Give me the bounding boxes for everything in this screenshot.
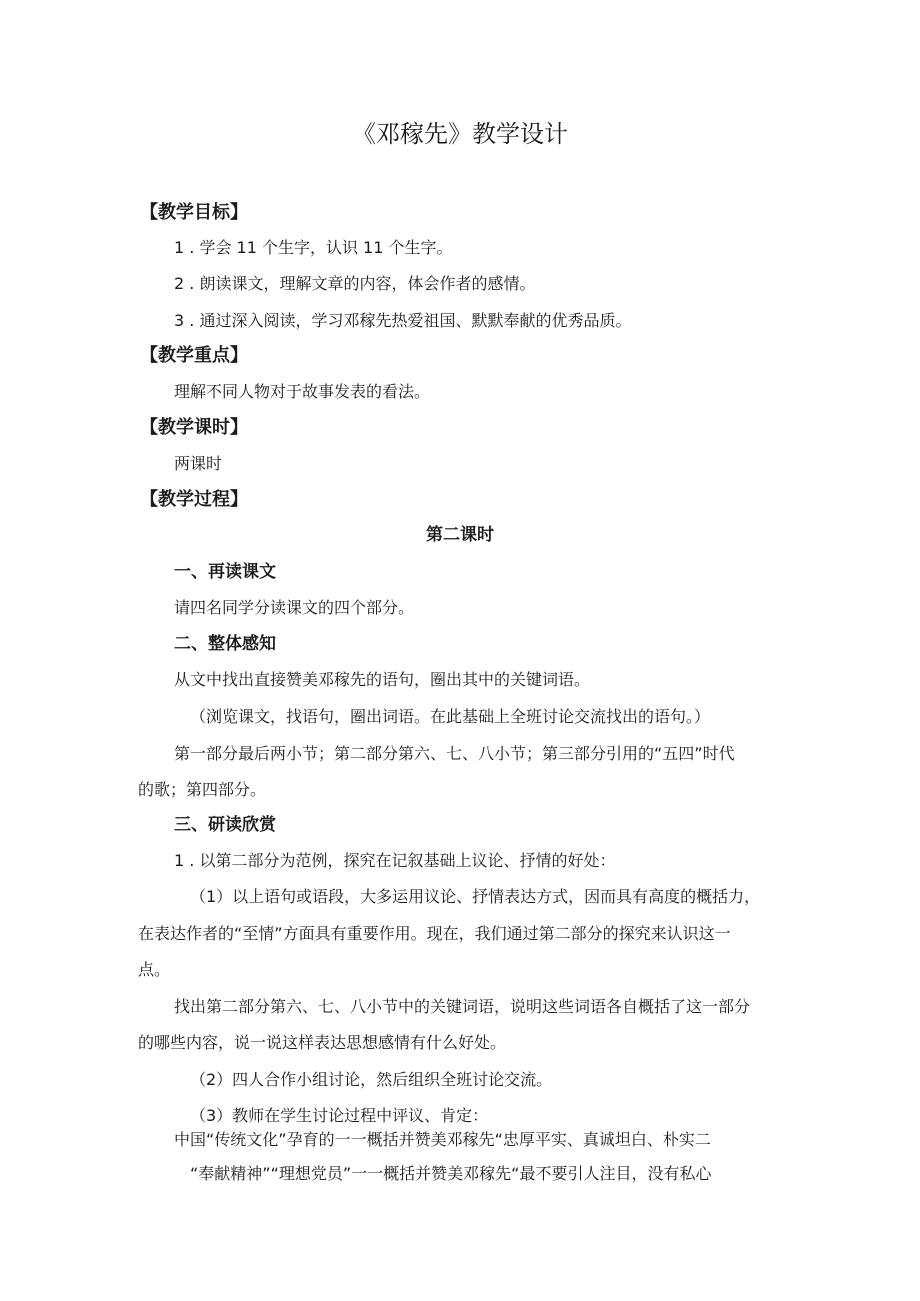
section-2-heading: 二、整体感知: [174, 634, 276, 654]
focus-text: 理解不同人物对于故事发表的看法。: [174, 382, 431, 401]
section-3-line-b: “奉献精神”“理想党员”一一概括并赞美邓稼先“最不要引人注目，没有私心: [190, 1164, 712, 1183]
section-3-heading: 三、研读欣赏: [174, 815, 276, 835]
hours-text: 两课时: [174, 454, 223, 473]
section-1-heading: 一、再读课文: [174, 562, 276, 582]
section-3-line-a: 中国“传统文化”孕育的一一概括并赞美邓稼先“忠厚平实、真诚坦白、朴实二: [174, 1130, 711, 1149]
section-3-paragraph-line-1: 找出第二部分第六、七、八小节中的关键词语，说明这些词语各自概括了这一部分: [174, 997, 751, 1016]
goal-item-1: 1 . 学会 11 个生字，认识 11 个生字。: [174, 238, 453, 257]
section-3-sub-1-line-3: 点。: [138, 960, 171, 979]
section-3-sub-3: （3）教师在学生讨论过程中评议、肯定：: [190, 1106, 489, 1125]
section-3-sub-1-line-1: （1）以上语句或语段，大多运用议论、抒情表达方式，因而具有高度的概括力，: [190, 887, 761, 906]
goal-item-2: 2 . 朗读课文，理解文章的内容，体会作者的感情。: [174, 274, 536, 293]
heading-teaching-goals: 【教学目标】: [140, 202, 248, 223]
section-3-sub-1-line-2: 在表达作者的“至情”方面具有重要作用。现在，我们通过第二部分的探究来认识这一: [138, 924, 731, 943]
heading-teaching-focus: 【教学重点】: [140, 345, 248, 366]
section-2-paragraph-3-line-1: 第一部分最后两小节；第二部分第六、七、八小节；第三部分引用的“五四”时代: [174, 744, 735, 763]
heading-teaching-process: 【教学过程】: [140, 489, 248, 510]
section-3-item-1: 1 . 以第二部分为范例，探究在记叙基础上议论、抒情的好处：: [174, 851, 616, 870]
section-2-paragraph-2: （浏览课文，找语句，圈出词语。在此基础上全班讨论交流找出的语句。）: [190, 707, 711, 726]
heading-teaching-hours: 【教学课时】: [140, 417, 248, 438]
section-2-paragraph-1: 从文中找出直接赞美邓稼先的语句，圈出其中的关键词语。: [174, 670, 591, 689]
document-title: 《邓稼先》教学设计: [352, 120, 568, 148]
section-1-text: 请四名同学分读课文的四个部分。: [174, 598, 415, 617]
lesson-title: 第二课时: [426, 525, 494, 545]
section-2-paragraph-3-line-2: 的歌；第四部分。: [138, 780, 267, 799]
section-3-sub-2: （2）四人合作小组讨论，然后组织全班讨论交流。: [190, 1070, 553, 1089]
section-3-paragraph-line-2: 的哪些内容，说一说这样表达思想感情有什么好处。: [138, 1033, 507, 1052]
goal-item-3: 3 . 通过深入阅读，学习邓稼先热爱祖国、默默奉献的优秀品质。: [174, 311, 632, 330]
